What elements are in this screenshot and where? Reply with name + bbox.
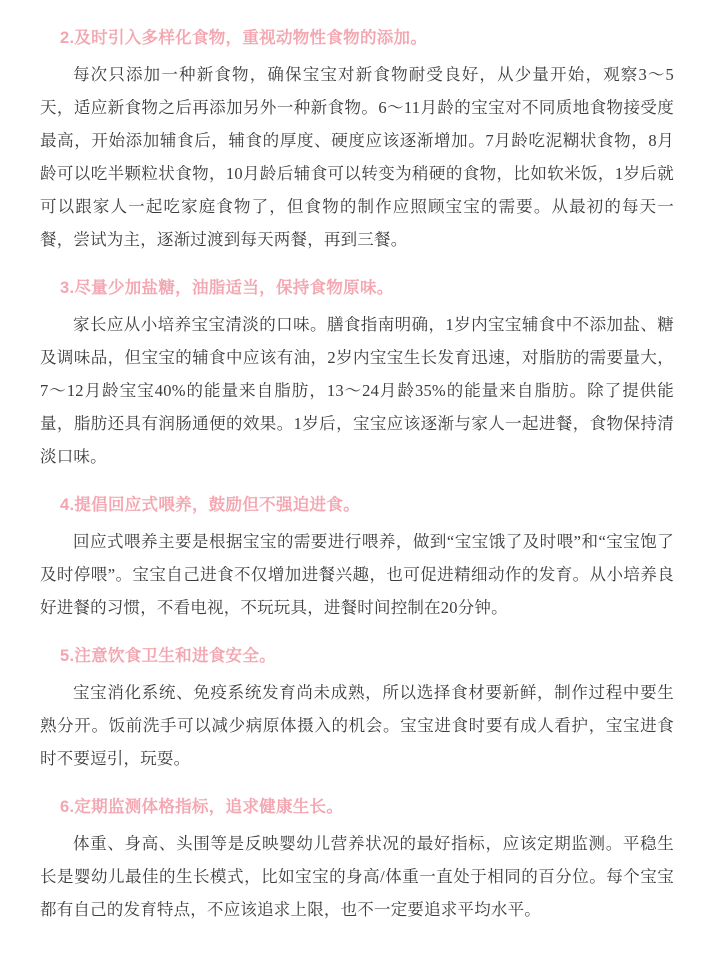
- section-heading: 3.尽量少加盐糖，油脂适当，保持食物原味。: [60, 279, 394, 298]
- section-paragraph: 体重、身高、头围等是反映婴幼儿营养状况的最好指标，应该定期监测。平稳生长是婴幼儿最佳的生长模式，比如宝宝的身高/体重一直处于相同的百分位。每个宝宝都有自己的发育特点，不应该追求上限，也不一定要追求平均水平。: [40, 834, 674, 920]
- document-section: [40, 642, 674, 775]
- section-heading: 5.注意饮食卫生和进食安全。: [60, 647, 276, 666]
- document-section: [40, 491, 674, 624]
- document-section: [40, 24, 674, 256]
- document-section: [40, 793, 674, 926]
- section-heading: 2.及时引入多样化食物，重视动物性食物的添加。: [60, 29, 428, 47]
- section-heading: 4.提倡回应式喂养，鼓励但不强迫进食。: [60, 496, 360, 515]
- section-paragraph: 回应式喂养主要是根据宝宝的需要进行喂养，做到“宝宝饿了及时喂”和“宝宝饱了及时停喂”。宝宝自己进食不仅增加进餐兴趣，也可促进精细动作的发育。从小培养良好进餐的习惯，不看电视，不玩玩具，进餐时间控制在20分钟。: [40, 532, 674, 618]
- section-heading: 6.定期监测体格指标，追求健康生长。: [60, 798, 344, 817]
- section-paragraph: 每次只添加一种新食物，确保宝宝对新食物耐受良好，从少量开始，观察3～5天，适应新食物之后再添加另外一种新食物。6～11月龄的宝宝对不同质地食物接受度最高，开始添加辅食后，辅食的厚度、硬度应该逐渐增加。7月龄吃泥糊状食物，8月龄可以吃半颗粒状食物，10月龄后辅食可以转变为稍硬的食物，比如软米饭，1岁后就可以跟家人一起吃家庭食物了，但食物的制作应照顾宝宝的需要。从最初的每天一餐，尝试为主，逐渐过渡到每天两餐，再到三餐。: [40, 65, 674, 250]
- document-section: [40, 274, 674, 473]
- section-paragraph: 宝宝消化系统、免疫系统发育尚未成熟，所以选择食材要新鲜，制作过程中要生熟分开。饭前洗手可以减少病原体摄入的机会。宝宝进食时要有成人看护，宝宝进食时不要逗引，玩耍。: [40, 683, 674, 769]
- section-paragraph: 家长应从小培养宝宝清淡的口味。膳食指南明确，1岁内宝宝辅食中不添加盐、糖及调味品，但宝宝的辅食中应该有油，2岁内宝宝生长发育迅速，对脂肪的需要量大，7～12月龄宝宝40%的能量来自脂肪，13～24月龄35%的能量来自脂肪。除了提供能量，脂肪还具有润肠通便的效果。1岁后，宝宝应该逐渐与家人一起进餐，食物保持清淡口味。: [40, 315, 674, 467]
